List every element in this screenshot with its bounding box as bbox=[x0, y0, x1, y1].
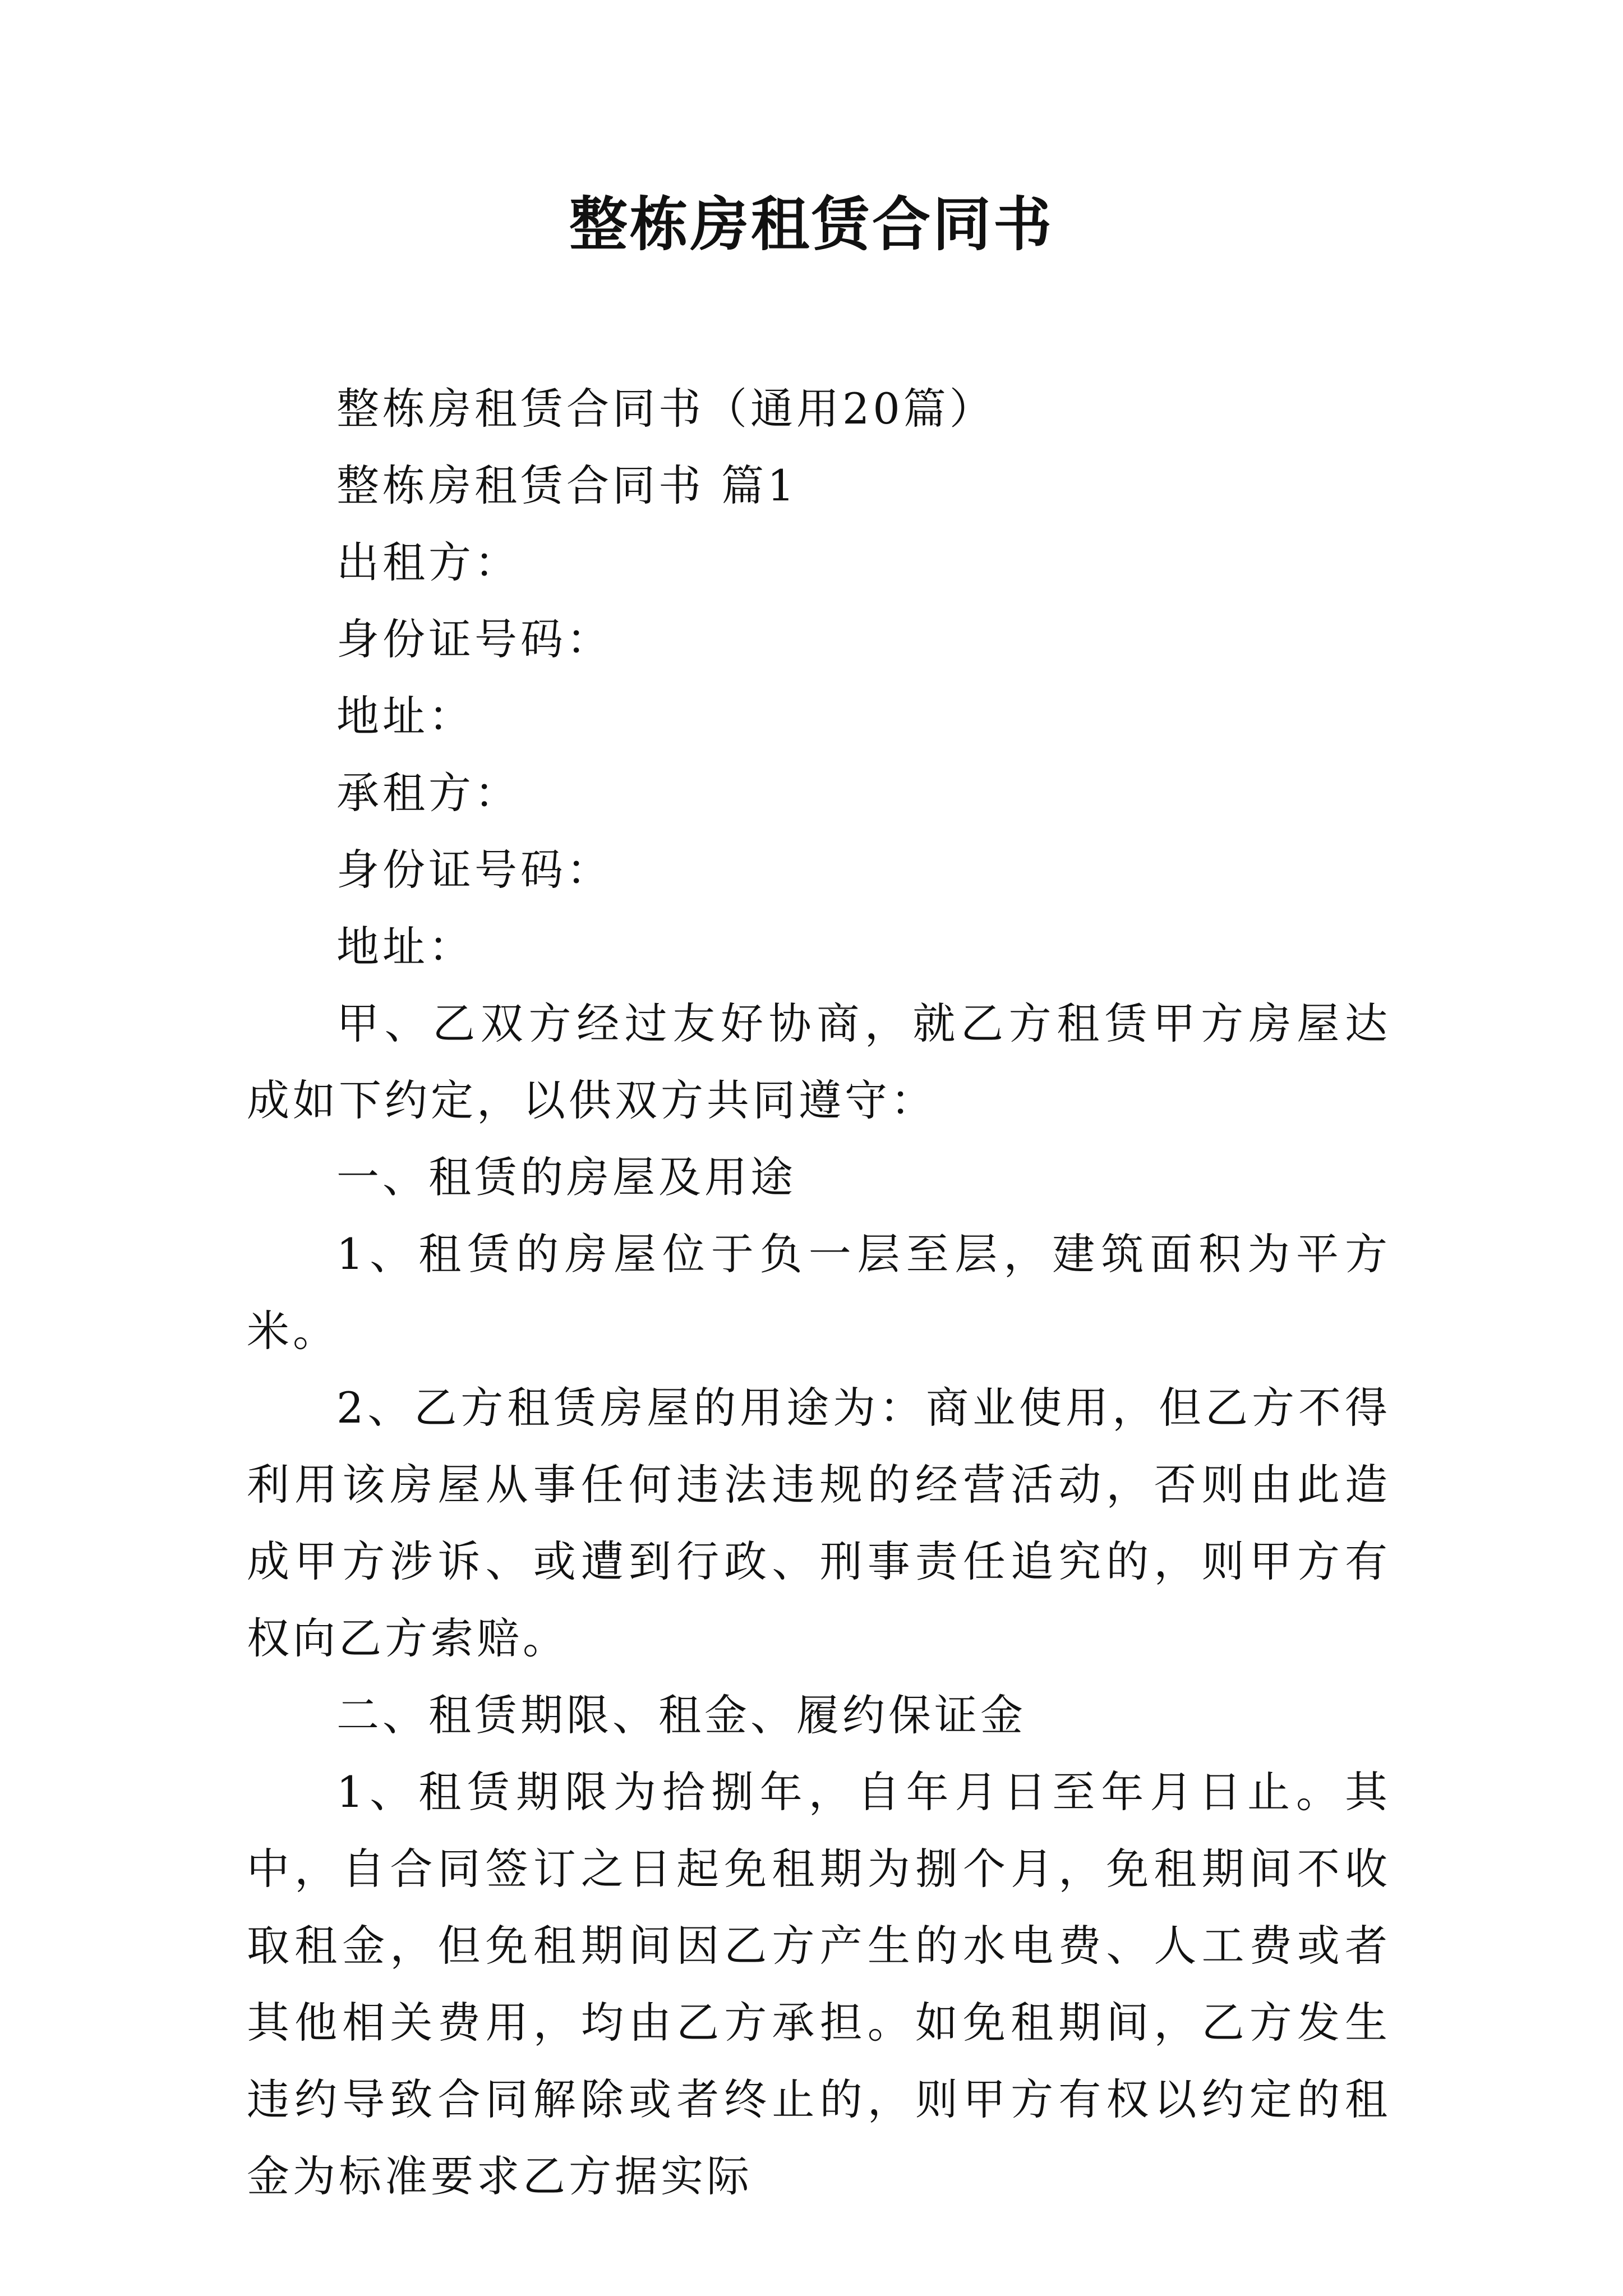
section-heading: 整栋房租赁合同书 篇1 bbox=[336, 461, 798, 510]
lessor-id-field: 身份证号码： bbox=[336, 614, 612, 664]
lessee-address-field: 地址： bbox=[336, 922, 474, 972]
clause-paragraph: 2、乙方租赁房屋的用途为：商业使用，但乙方不得利用该房屋从事任何违法违规的经营活动，否则由此造成甲方涉诉、或遭到行政、刑事责任追究的，则甲方有权向乙方索赔。 bbox=[247, 1383, 1391, 1663]
clause-heading-1: 一、租赁的房屋及用途 bbox=[336, 1152, 796, 1202]
clause-heading-2: 二、租赁期限、租金、履约保证金 bbox=[336, 1690, 1026, 1740]
preamble-paragraph: 甲、乙双方经过友好协商，就乙方租赁甲方房屋达成如下约定，以供双方共同遵守： bbox=[247, 999, 1391, 1125]
clause-paragraph: 1、租赁的房屋位于负一层至层，建筑面积为平方米。 bbox=[247, 1229, 1391, 1356]
lessee-id-field: 身份证号码： bbox=[336, 845, 612, 895]
document-title: 整栋房租赁合同书 bbox=[569, 190, 1054, 259]
document-body bbox=[247, 370, 1391, 2215]
lessor-address-field: 地址： bbox=[336, 691, 474, 741]
subtitle-paragraph: 整栋房租赁合同书（通用20篇） bbox=[336, 384, 995, 434]
lessee-field: 承租方： bbox=[336, 768, 520, 818]
lessor-field: 出租方： bbox=[336, 537, 520, 587]
clause-paragraph: 1、租赁期限为拾捌年，自年月日至年月日止。其中，自合同签订之日起免租期为捌个月，免租期间不收取租金，但免租期间因乙方产生的水电费、人工费或者其他相关费用，均由乙方承担。如免租期间，乙方发生违约导致合同解除或者终止的，则甲方有权以约定的租金为标准要求乙方据实际 bbox=[247, 1767, 1391, 2201]
